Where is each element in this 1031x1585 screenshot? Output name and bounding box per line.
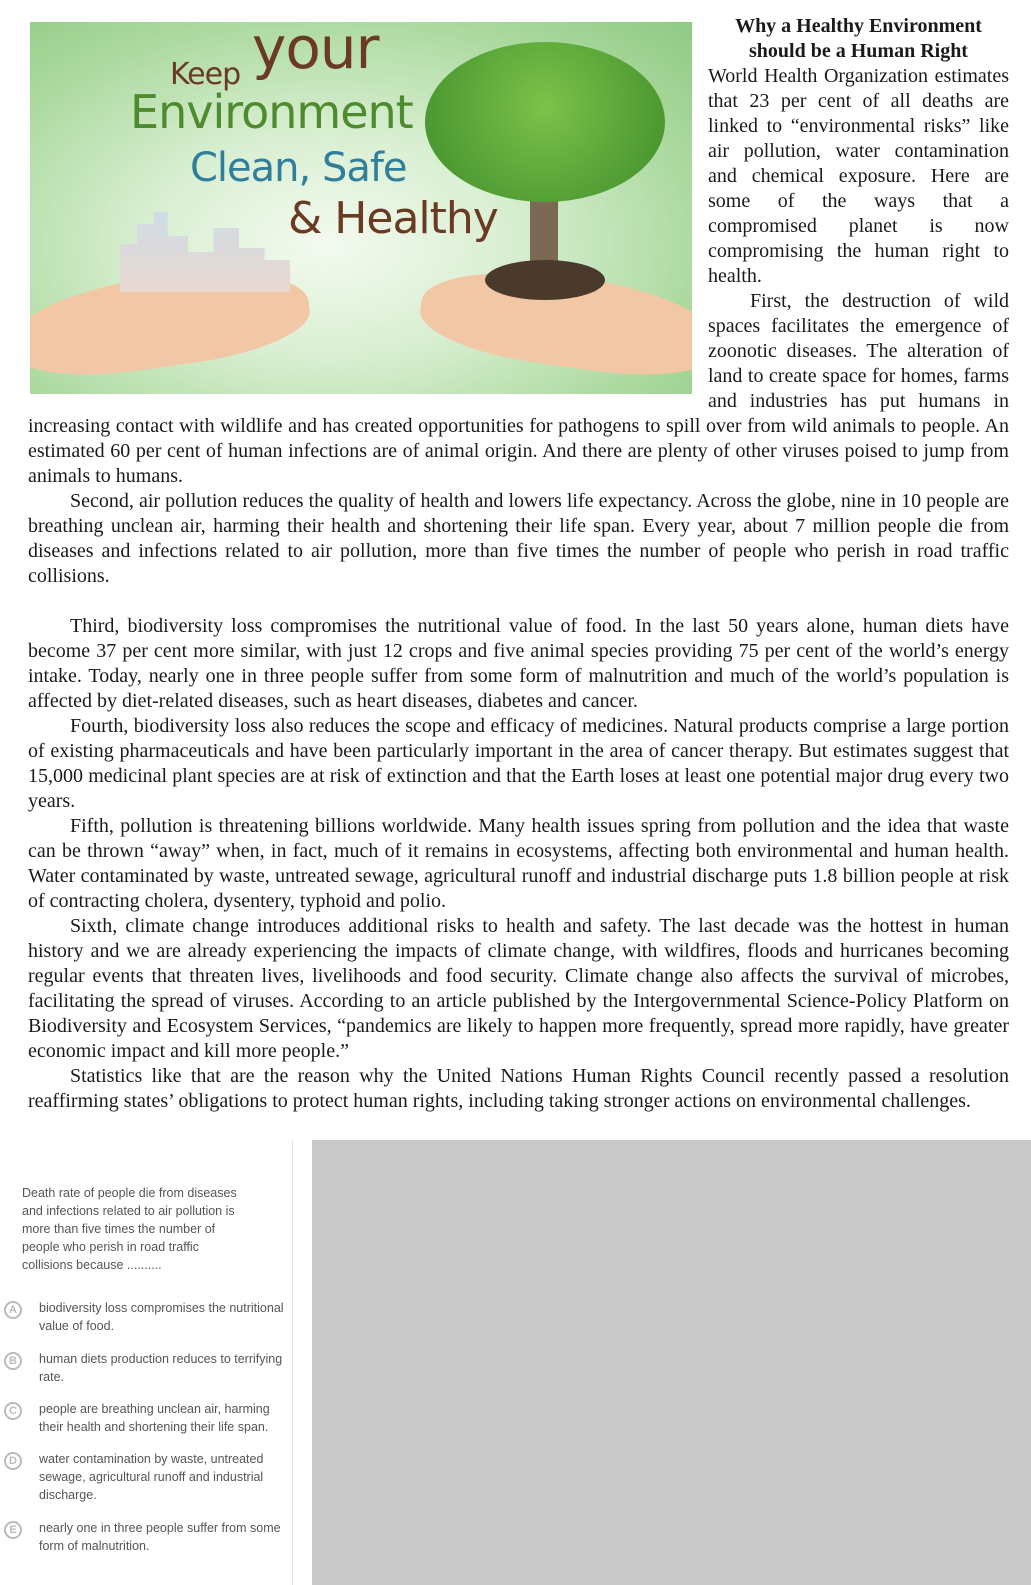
option-b-radio[interactable]: B	[4, 1352, 22, 1370]
question-prompt: Death rate of people die from diseases and infections related to air pollution is more than five times the number of people who perish in road traffic collisions because ..........	[22, 1186, 237, 1272]
option-d-radio[interactable]: D	[4, 1452, 22, 1470]
hero-text-clean-safe: Clean, Safe	[190, 145, 407, 191]
tree-crown	[425, 42, 665, 202]
article	[28, 14, 1009, 1114]
option-c[interactable]	[4, 1400, 284, 1436]
hero-text-environment: Environment	[130, 85, 413, 139]
option-d-text: water contamination by waste, untreated sewage, agricultural runoff and industrial discharge.	[39, 1452, 264, 1502]
option-c-radio[interactable]: C	[4, 1402, 22, 1420]
paragraph-first: First, the destruction of wild spaces facilitates the emergence of zoonotic diseases. The alteration of land to create space for homes, farms and industries has put humans in increasing contact with wildlife and has created opportunities for pathogens to spill over from wild animals to people. An estimated 60 per cent of human infections are of animal origin. And there are plenty of other viruses poised to jump from animals to humans.	[28, 290, 1009, 487]
panel-divider	[292, 1140, 293, 1585]
option-e-radio[interactable]: E	[4, 1521, 22, 1539]
option-d[interactable]	[4, 1450, 284, 1504]
city-image	[120, 212, 290, 292]
title-line-1: Why a Healthy Environment	[735, 15, 982, 37]
option-e[interactable]	[4, 1519, 284, 1555]
option-b[interactable]	[4, 1350, 284, 1386]
hero-image	[30, 22, 692, 394]
option-c-text: people are breathing unclean air, harming their health and shortening their life span.	[39, 1402, 270, 1434]
option-a[interactable]	[4, 1299, 284, 1335]
option-e-text: nearly one in three people suffer from some form of malnutrition.	[39, 1521, 281, 1553]
paragraph-conclusion: Statistics like that are the reason why the United Nations Human Rights Council recently passed a resolution reaffirming states’ obligations to protect human rights, including taking stronger actions on environmental challenges.	[28, 1065, 1009, 1112]
hero-text-keep: Keep	[170, 57, 241, 92]
soil	[485, 260, 605, 300]
paragraph-intro: World Health Organization estimates that 23 per cent of all deaths are linked to “environmental risks” like air pollution, water contamination and chemical exposure. Here are some of the ways that a compromised planet is now compromising the human right to health.	[708, 65, 1009, 287]
paragraph-fourth: Fourth, biodiversity loss also reduces the scope and efficacy of medicines. Natural products comprise a large portion of existing pharmaceuticals and have been particularly important in the area of cancer therapy. But estimates suggest that 15,000 medicinal plant species are at risk of extinction and that the Earth loses at least one potential major drug every two years.	[28, 715, 1009, 812]
option-a-text: biodiversity loss compromises the nutritional value of food.	[39, 1301, 284, 1333]
option-a-radio[interactable]: A	[4, 1301, 22, 1319]
content-placeholder-panel	[312, 1140, 1031, 1585]
paragraph-sixth: Sixth, climate change introduces additional risks to health and safety. The last decade was the hottest in human history and we are already experiencing the impacts of climate change, with wildfires, floods and hurricanes becoming regular events that threaten lives, livelihoods and food security. Climate change also affects the survival of microbes, facilitating the spread of viruses. According to an article published by the Intergovernmental Science-Policy Platform on Biodiversity and Ecosystem Services, “pandemics are likely to happen more frequently, spread more rapidly, have greater economic impact and kill more people.”	[28, 915, 1009, 1062]
paragraph-fifth: Fifth, pollution is threatening billions worldwide. Many health issues spring from pollution and the idea that waste can be thrown “away” when, in fact, much of it remains in ecosystems, affecting both environmental and human health. Water contaminated by waste, untreated sewage, agricultural runoff and industrial discharge puts 1.8 billion people at risk of contracting cholera, dysentery, typhoid and polio.	[28, 815, 1009, 912]
option-b-text: human diets production reduces to terrifying rate.	[39, 1352, 283, 1384]
title-line-2: should be a Human Right	[749, 40, 968, 62]
paragraph-second: Second, air pollution reduces the quality of health and lowers life expectancy. Across the globe, nine in 10 people are breathing unclean air, harming their health and shortening their life span. Every year, about 7 million people die from diseases and infections related to air pollution, more than five times the number of people who perish in road traffic collisions.	[28, 490, 1009, 587]
hero-text-your: your	[252, 22, 379, 82]
paragraph-third: Third, biodiversity loss compromises the nutritional value of food. In the last 50 years alone, human diets have become 37 per cent more similar, with just 12 crops and five animal species providing 75 per cent of the world’s energy intake. Today, nearly one in three people suffer from some form of malnutrition and much of the world’s population is affected by diet-related diseases, such as heart diseases, diabetes and cancer.	[28, 615, 1009, 712]
hero-text-healthy: & Healthy	[288, 193, 498, 244]
